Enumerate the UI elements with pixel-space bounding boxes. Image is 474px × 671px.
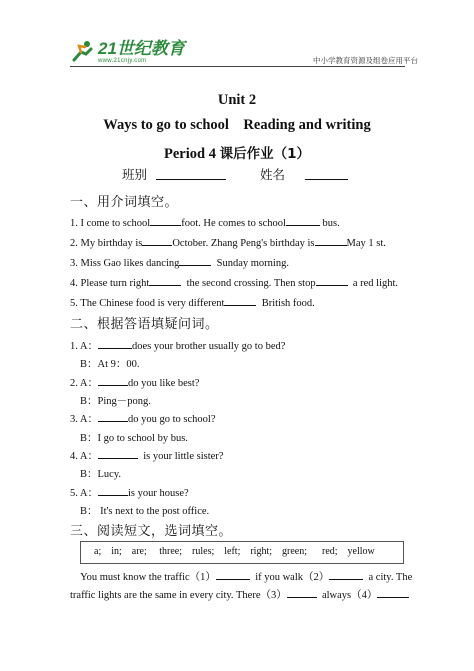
answer-blank[interactable] [98, 376, 128, 386]
name-label: 姓名 [260, 167, 286, 182]
word-bank: a; in; are; three; rules; left; right; green; red; yellow [94, 546, 375, 557]
section-1-heading: 一、用介词填空。 [70, 195, 179, 210]
answer-blank[interactable] [149, 276, 181, 286]
part2-q4: 4. A： is your little sister? [70, 451, 224, 462]
part2-a1: B：At 9：00. [80, 359, 140, 370]
header-divider [70, 66, 405, 67]
answer-blank[interactable] [98, 486, 128, 496]
answer-blank[interactable] [286, 216, 320, 226]
lesson-title: Ways to go to school Reading and writing [103, 117, 371, 133]
part2-q3: 3. A： do you go to school? [70, 414, 216, 425]
class-label: 班别 [122, 167, 148, 182]
part2-a2: B：Ping－pong. [80, 396, 151, 407]
period-cn: 课后作业（1） [219, 146, 310, 162]
logo-main-text: 21世纪教育 [98, 39, 185, 58]
answer-blank[interactable] [287, 588, 317, 598]
answer-blank[interactable] [98, 412, 128, 422]
answer-blank[interactable] [377, 588, 409, 598]
part1-item-2: 2. My birthday is October. Zhang Peng's birthday is May 1 st. [70, 238, 386, 249]
name-blank[interactable] [305, 165, 348, 180]
period-en: Period 4 [164, 146, 220, 162]
answer-blank[interactable] [329, 570, 363, 580]
period-title [0, 142, 474, 163]
part2-q5: 5. A： is your house? [70, 488, 189, 499]
part1-item-3: 3. Miss Gao likes dancing Sunday morning. [70, 258, 289, 269]
answer-blank[interactable] [179, 256, 211, 266]
word-bank-box [80, 541, 404, 564]
unit-title: Unit 2 [217, 92, 257, 108]
logo [70, 38, 185, 66]
part1-item-4: 4. Please turn right the second crossing. Then stop a red light. [70, 278, 399, 289]
answer-blank[interactable] [216, 570, 250, 580]
answer-blank[interactable] [142, 236, 172, 246]
answer-blank[interactable] [150, 216, 181, 226]
section-3-heading: 三、阅读短文，选词填空。 [70, 524, 233, 539]
page-header [70, 38, 418, 68]
logo-url: www.21cnjy.com [98, 58, 147, 64]
class-blank[interactable] [156, 165, 226, 180]
answer-blank[interactable] [224, 296, 256, 306]
answer-blank[interactable] [315, 236, 347, 246]
part2-a4: B：Lucy. [80, 469, 122, 480]
logo-runner-icon [70, 40, 96, 64]
platform-name: 中小学教育资源及组卷应用平台 [313, 56, 418, 65]
part2-a5: B： It's next to the post office. [80, 506, 210, 517]
answer-blank[interactable] [316, 276, 348, 286]
part1-item-1: 1. I come to school foot. He comes to school bus. [70, 218, 340, 229]
part1-item-5: 5. The Chinese food is very different British food. [70, 298, 315, 309]
part2-a3: B：I go to school by bus. [80, 433, 188, 444]
answer-blank[interactable] [98, 339, 132, 349]
part2-q2: 2. A： do you like best? [70, 378, 200, 389]
passage-line-2: traffic lights are the same in every city. There（3） always（4） [70, 587, 409, 602]
answer-blank[interactable] [98, 449, 138, 459]
passage-line-1: You must know the traffic（1） if you walk（2） a city. The [70, 572, 413, 583]
section-2-heading: 二、根据答语填疑问词。 [70, 317, 219, 332]
part2-q1: 1. A： does your brother usually go to bed? [70, 341, 286, 352]
